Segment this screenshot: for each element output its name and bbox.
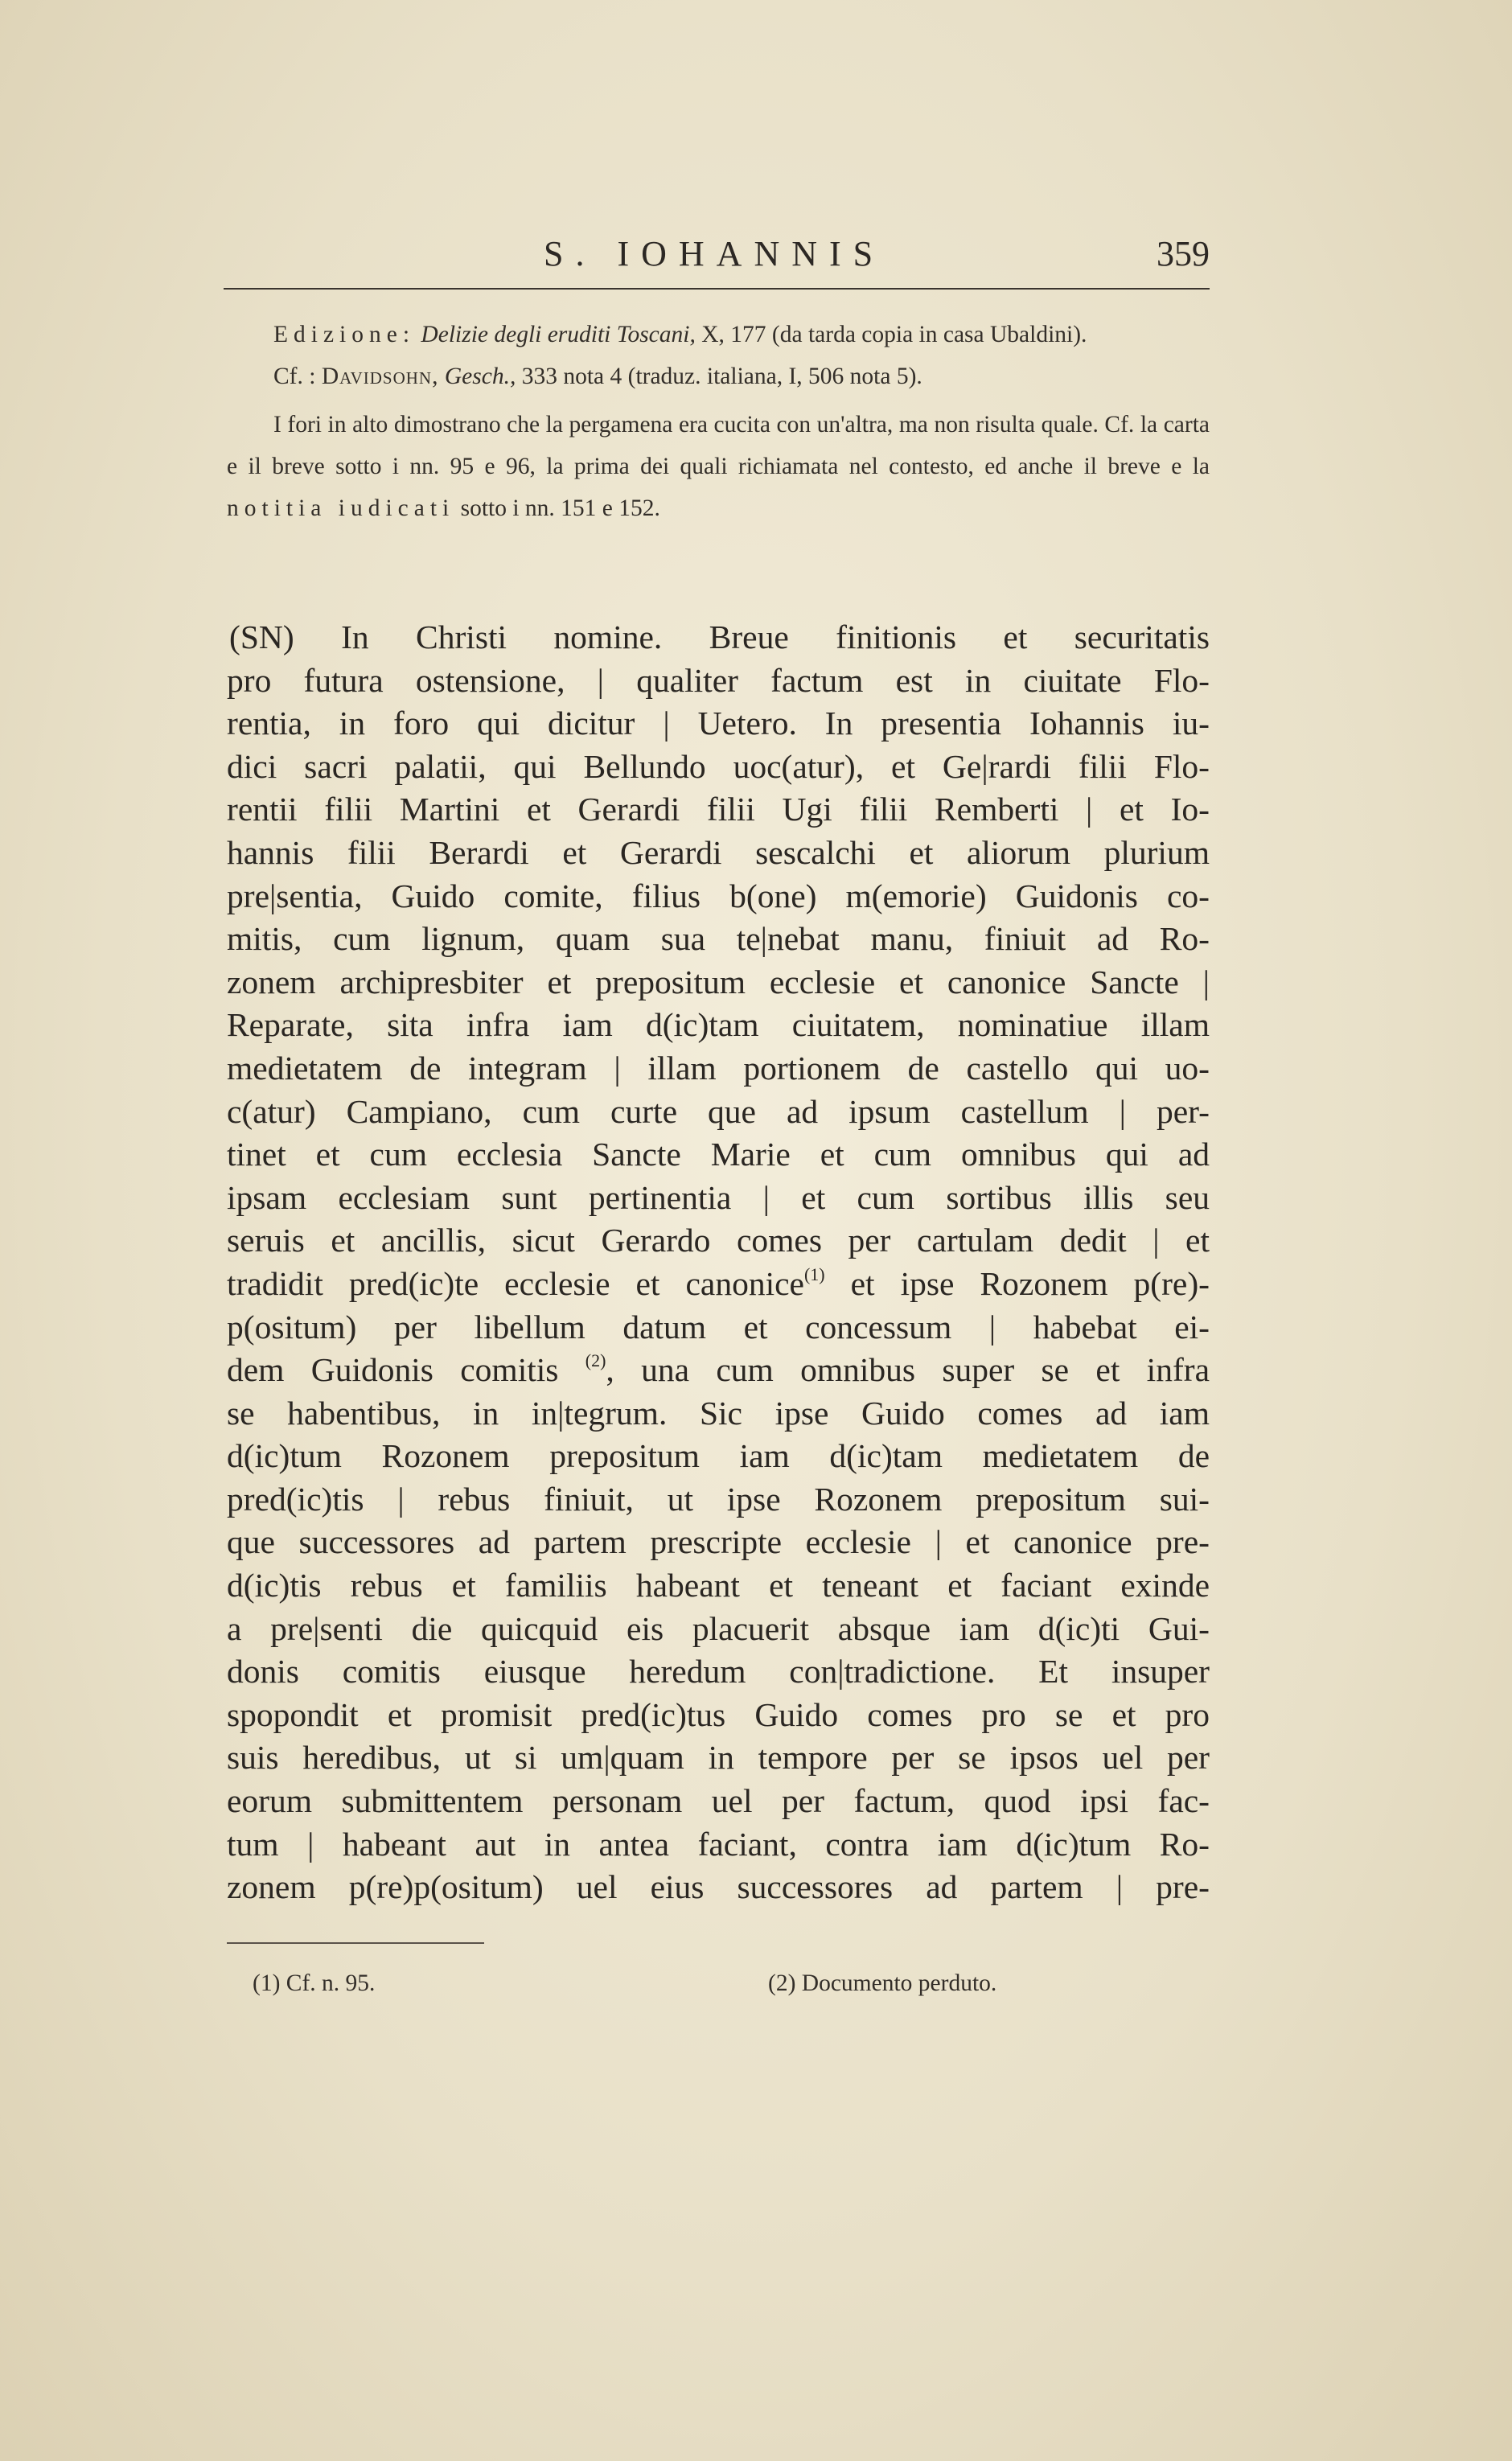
footnote-ref-1[interactable]: (1) <box>803 1263 825 1284</box>
reference-note: Cf. : Davidsohn, Gesch., 333 nota 4 (traduz. italiana, I, 506 nota 5). <box>273 364 922 389</box>
text-line: seruis et ancillis, sicut Gerardo comes per cartulam dedit | et <box>227 1222 1210 1259</box>
text-line: dem Guidonis comitis $^{(2)}$, una cum omnibus super se et infra <box>227 1350 1210 1389</box>
page-header <box>224 233 1210 285</box>
page-number: 359 <box>1157 234 1210 273</box>
text-line: zonem archipresbiter et prepositum ecclesie et canonice Sancte | <box>227 963 1210 1000</box>
text-line: d(ic)tum Rozonem prepositum iam d(ic)tam medietatem de <box>227 1437 1210 1475</box>
text-line: suis heredibus, ut si um|quam in tempore per se ipsos uel per <box>227 1739 1210 1777</box>
text-line: rentia, in foro qui dicitur | Uetero. In presentia Iohannis iu- <box>227 705 1210 742</box>
text-line: spopondit et promisit pred(ic)tus Guido comes pro se et pro <box>227 1695 1210 1733</box>
text-line: (SN) In Christi nomine. Breue finitionis et securitatis <box>229 618 1210 655</box>
editorial-notes <box>227 314 1210 529</box>
text-line: zonem p(re)p(ositum) uel eius successores ad partem | pre- <box>227 1868 1210 1906</box>
text-line: mitis, cum lignum, quam sua te|nebat manu, finiuit ad Ro- <box>227 920 1210 958</box>
footnote-1: (1) Cf. n. 95. <box>253 1970 376 1996</box>
text-line: medietatem de integram | illam portionem de castello qui uo- <box>227 1049 1210 1087</box>
text-line: dici sacri palatii, qui Bellundo uoc(atur), et Ge|rardi filii Flo- <box>227 747 1210 785</box>
text-line: p(ositum) per libellum datum et concessum | habebat ei- <box>227 1308 1210 1346</box>
text-line: c(atur) Campiano, cum curte que ad ipsum castellum | per- <box>227 1092 1210 1130</box>
document-text <box>227 616 1210 1909</box>
text-line: eorum submittentem personam uel per factum, quod ipsi fac- <box>227 1782 1210 1820</box>
text-line: a pre|senti die quicquid eis placuerit absque iam d(ic)ti Gui- <box>227 1609 1210 1647</box>
text-line: tum | habeant aut in antea faciant, contra iam d(ic)tum Ro- <box>227 1825 1210 1863</box>
text-line: pre|sentia, Guido comite, filius b(one) m(emorie) Guidonis co- <box>227 877 1210 914</box>
text-line: hannis filii Berardi et Gerardi sescalchi et aliorum plurium <box>227 833 1210 871</box>
footnote-2: (2) Documento perduto. <box>768 1970 997 1996</box>
header-rule <box>224 288 1210 290</box>
text-line: pred(ic)tis | rebus finiuit, ut ipse Rozonem prepositum sui- <box>227 1480 1210 1518</box>
running-title: S. IOHANNIS <box>544 234 885 273</box>
text-line: donis comitis eiusque heredum con|tradictione. Et insuper <box>227 1653 1210 1691</box>
description-note: I fori in alto dimostrano che la pergamena era cucita con un'altra, ma non risulta quale. Cf. la carta e il breve sotto i nn. 95 e 96, la prima dei quali richiamata nel contesto, ed anche il breve e la notitia iudicati sotto i nn. 151 e 152. <box>227 412 1210 521</box>
text-line: Reparate, sita infra iam d(ic)tam ciuitatem, nominatiue illam <box>227 1006 1210 1044</box>
text-line: tinet et cum ecclesia Sancte Marie et cum omnibus qui ad <box>227 1136 1210 1173</box>
footnote-ref-2[interactable]: (2) <box>585 1350 606 1371</box>
footnote-rule <box>227 1942 484 1944</box>
edition-note: Edizione: Delizie degli eruditi Toscani, X, 177 (da tarda copia in casa Ubaldini). <box>273 322 1087 347</box>
text-line: se habentibus, in in|tegrum. Sic ipse Guido comes ad iam <box>227 1394 1210 1432</box>
text-line: que successores ad partem prescripte ecclesie | et canonice pre- <box>227 1523 1210 1561</box>
text-line: rentii filii Martini et Gerardi filii Ugi filii Remberti | et Io- <box>227 791 1210 828</box>
text-line: tradidit pred(ic)te ecclesie et canonice$^{(1)}$ et ipse Rozonem p(re)- <box>227 1263 1210 1302</box>
text-line: d(ic)tis rebus et familiis habeant et teneant et faciant exinde <box>227 1567 1210 1604</box>
text-line: pro futura ostensione, | qualiter factum est in ciuitate Flo- <box>227 661 1210 699</box>
text-line: ipsam ecclesiam sunt pertinentia | et cum sortibus illis seu <box>227 1178 1210 1216</box>
